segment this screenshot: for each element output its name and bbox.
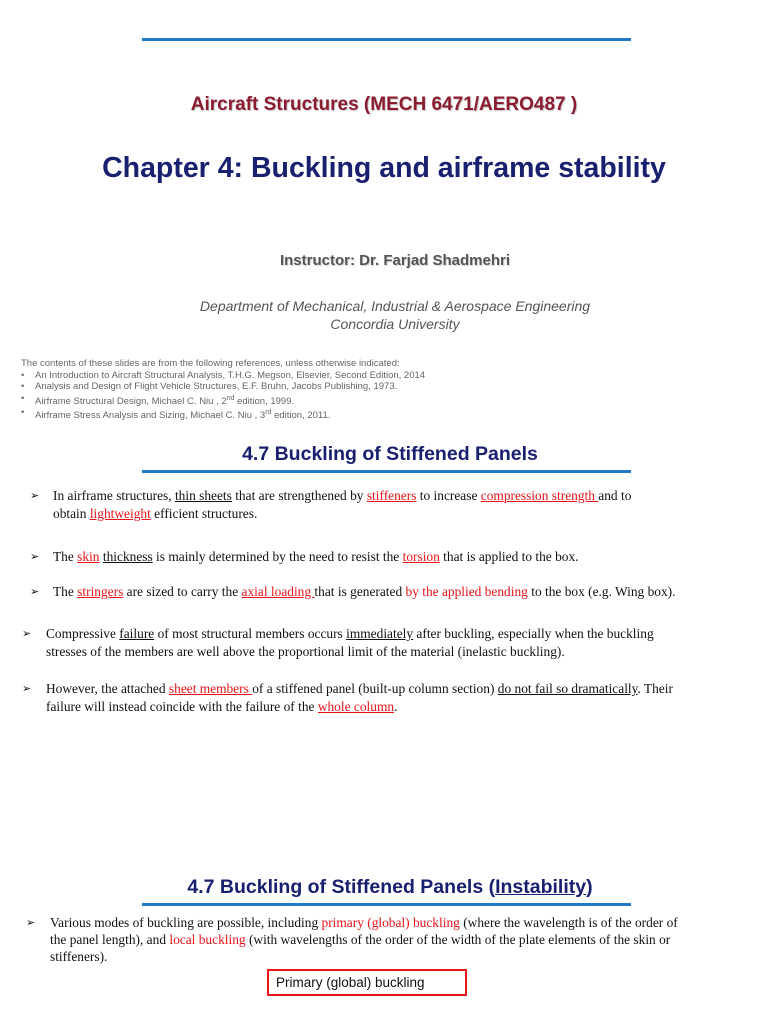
reference-item: • Airframe Stress Analysis and Sizing, Michael C. Niu , 3rd edition, 2011. [21,407,425,422]
bullet-arrow-icon: ➢ [22,627,32,640]
reference-item: • Analysis and Design of Flight Vehicle Structures, E.F. Bruhn, Jacobs Publishing, 1973. [21,381,425,393]
bullet5-line1: However, the attached sheet members of a stiffened panel (built-up column section) do not fail so dramatically. Their [46,681,673,696]
bullet4-line2: stresses of the members are well above the proportional limit of the material (inelastic buckling). [46,644,565,659]
reference-item: • Airframe Structural Design, Michael C. Niu , 2nd edition, 1999. [21,393,425,408]
bullet2-text: The skin thickness is mainly determined by the need to resist the torsion that is applied to the box. [53,549,579,564]
bullet-arrow-icon: ➢ [30,585,40,598]
section1-rule [142,470,631,473]
bullet-arrow-icon: ➢ [22,682,32,695]
university-name: Concordia University [330,316,460,332]
bullet4-text [46,625,654,661]
section2-bullet-line1: Various modes of buckling are possible, including primary (global) buckling (where the wavelength is of the order of [50,915,678,930]
section2-bullet-line3: stiffeners). [50,949,108,964]
department-name: Department of Mechanical, Industrial & Aerospace Engineering [199,298,591,314]
bullet5-text [46,680,673,716]
top-rule [142,38,631,41]
chapter-title: Chapter 4: Buckling and airframe stability [102,152,666,184]
bullet1-line2: obtain lightweight efficient structures. [53,506,258,521]
bullet1-text [53,487,631,523]
reference-item: • An Introduction to Aircraft Structural Analysis, T.H.G. Megson, Elsevier, Second Edition, 2014 [21,370,425,382]
section2-heading: 4.7 Buckling of Stiffened Panels (Instability) [187,876,593,898]
bullet-arrow-icon: ➢ [30,550,40,563]
section2-bullet-line2: the panel length), and local buckling (with wavelengths of the order of the width of the plate elements of the skin or [50,932,671,947]
department-block [0,297,768,333]
section1-heading: 4.7 Buckling of Stiffened Panels [242,443,538,465]
course-title: Aircraft Structures (MECH 6471/AERO487 ) [190,94,578,115]
bullet4-line1: Compressive failure of most structural members occurs immediately after buckling, especially when the buckling [46,626,654,641]
references-block [21,358,425,422]
bullet-arrow-icon: ➢ [30,489,40,502]
section2-bullet-text [50,914,678,965]
primary-buckling-label-box: Primary (global) buckling [267,969,467,996]
instructor-name: Instructor: Dr. Farjad Shadmehri [279,252,511,269]
section2-rule [142,903,631,906]
bullet1-line1: In airframe structures, thin sheets that are strengthened by stiffeners to increase compression strength and to [53,488,632,503]
bullet-arrow-icon: ➢ [26,916,36,929]
bullet5-line2: failure will instead coincide with the failure of the whole column. [46,699,398,714]
references-intro: The contents of these slides are from the following references, unless otherwise indicated: [21,358,400,369]
bullet3-text: The stringers are sized to carry the axial loading that is generated by the applied bending to the box (e.g. Wing box). [53,584,676,599]
